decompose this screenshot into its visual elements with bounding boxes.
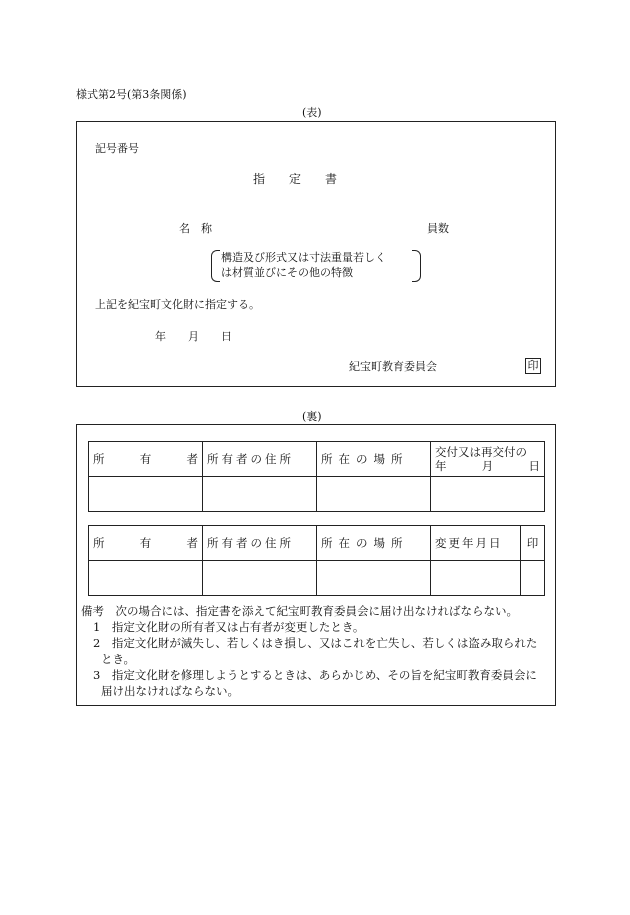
cell2-owner-address[interactable] [203, 561, 317, 596]
cell2-location[interactable] [317, 561, 431, 596]
header2-owner-address: 所有者の住所 [203, 526, 317, 561]
header-issue-line1: 交付又は再交付の [435, 445, 527, 459]
cell-issue-date[interactable] [431, 477, 545, 512]
declaration-text: 上記を紀宝町文化財に指定する。 [95, 298, 260, 311]
date-label: 年 月 日 [155, 330, 232, 343]
header2-location: 所在の場所 [317, 526, 431, 561]
left-bracket [211, 250, 220, 282]
change-table [88, 525, 545, 596]
owner-table-row [89, 477, 545, 512]
structure-line-1: 構造及び形式又は寸法重量若しく [221, 251, 386, 264]
cell2-owner[interactable] [89, 561, 203, 596]
structure-line-2: は材質並びにその他の特徴 [221, 266, 353, 279]
form-label: 様式第2号(第3条関係) [76, 88, 187, 101]
right-bracket [412, 250, 421, 282]
structure-bracket [221, 250, 411, 280]
count-label: 員数 [427, 222, 449, 235]
number-label: 記号番号 [95, 142, 139, 155]
header-owner-address: 所有者の住所 [203, 442, 317, 477]
remark-2: 2 指定文化財が滅失し、若しくはき損し、又はこれを亡失し、若しくは盗み取られた [93, 636, 538, 650]
cell-owner-address[interactable] [203, 477, 317, 512]
remarks-intro: 備考 次の場合には、指定書を添えて紀宝町教育委員会に届け出なければならない。 [81, 604, 518, 618]
issuer-name: 紀宝町教育委員会 [349, 360, 437, 373]
cell2-change-date[interactable] [431, 561, 521, 596]
header2-owner: 所 有 者 [89, 526, 203, 561]
header-owner: 所 有 者 [89, 442, 203, 477]
cell2-seal[interactable] [521, 561, 545, 596]
owner-table-header [89, 442, 545, 477]
remark-3-cont: 届け出なければならない。 [101, 684, 239, 698]
front-side-label: (表) [302, 106, 322, 119]
header-location: 所在の場所 [317, 442, 431, 477]
remark-2-cont: とき。 [101, 652, 136, 666]
certificate-title: 指 定 書 [253, 172, 338, 186]
header-issue-line2: 年 月 日 [435, 459, 540, 473]
cell-owner[interactable] [89, 477, 203, 512]
back-side-label: (裏) [302, 410, 322, 423]
back-certificate-box [76, 424, 556, 706]
header2-seal: 印 [521, 526, 545, 561]
header-issue-date [431, 442, 545, 477]
seal-mark: 印 [525, 358, 541, 374]
name-label: 名 称 [179, 222, 212, 235]
change-table-header [89, 526, 545, 561]
change-table-row [89, 561, 545, 596]
remark-3: 3 指定文化財を修理しようとするときは、あらかじめ、その旨を紀宝町教育委員会に [93, 668, 537, 682]
cell-location[interactable] [317, 477, 431, 512]
front-certificate-box [76, 121, 556, 387]
header2-change-date: 変更年月日 [431, 526, 521, 561]
remark-1: 1 指定文化財の所有者又は占有者が変更したとき。 [93, 620, 365, 634]
owner-table [88, 441, 545, 512]
